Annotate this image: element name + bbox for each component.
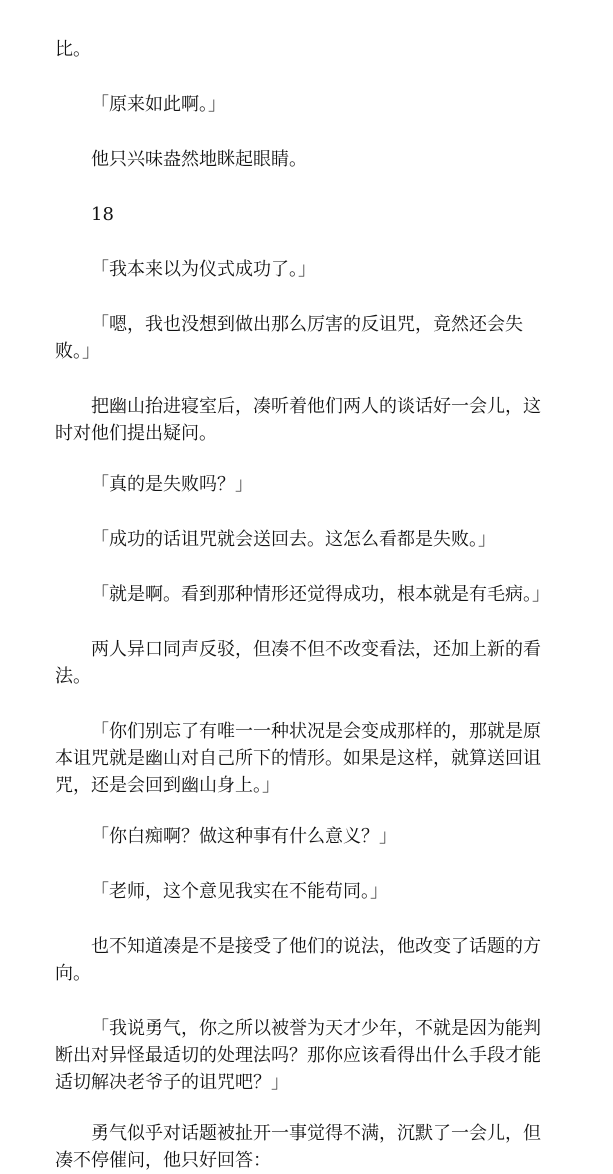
paragraph-6: 把幽山抬进寝室后，凑听着他们两人的谈话好一会儿，这时对他们提出疑问。 bbox=[55, 396, 541, 444]
paragraph-9: 「就是啊。看到那种情形还觉得成功，根本就是有毛病。」 bbox=[91, 584, 550, 605]
section-number: 18 bbox=[91, 204, 114, 225]
paragraph-1: 比。 bbox=[55, 39, 91, 60]
document-page bbox=[55, 36, 558, 1174]
paragraph-14: 也不知道凑是不是接受了他们的说法，他改变了话题的方向。 bbox=[55, 936, 541, 984]
paragraph-3: 他只兴味盎然地眯起眼睛。 bbox=[91, 149, 307, 170]
paragraph-12: 「你白痴啊？做这种事有什么意义？」 bbox=[91, 826, 397, 847]
paragraph-11: 「你们别忘了有唯一一种状况是会变成那样的，那就是原本诅咒就是幽山对自己所下的情形。如果是这样，就算送回诅咒，还是会回到幽山身上。」 bbox=[55, 721, 541, 796]
paragraph-5: 「嗯，我也没想到做出那么厉害的反诅咒，竟然还会失败。」 bbox=[55, 314, 523, 362]
paragraph-4: 「我本来以为仪式成功了。」 bbox=[91, 259, 316, 280]
paragraph-10: 两人异口同声反驳，但凑不但不改变看法，还加上新的看法。 bbox=[55, 639, 541, 687]
paragraph-15: 「我说勇气，你之所以被誉为天才少年，不就是因为能判断出对异怪最适切的处理法吗？那你应该看得出什么手段才能适切解决老爷子的诅咒吧？」 bbox=[55, 1018, 541, 1093]
paragraph-7: 「真的是失败吗？」 bbox=[91, 474, 253, 495]
paragraph-2: 「原来如此啊。」 bbox=[91, 94, 226, 115]
paragraph-8: 「成功的话诅咒就会送回去。这怎么看都是失败。」 bbox=[91, 529, 496, 550]
paragraph-16: 勇气似乎对话题被扯开一事觉得不满，沉默了一会儿，但凑不停催问，他只好回答： bbox=[55, 1123, 541, 1171]
paragraph-13: 「老师，这个意见我实在不能苟同。」 bbox=[91, 881, 388, 902]
